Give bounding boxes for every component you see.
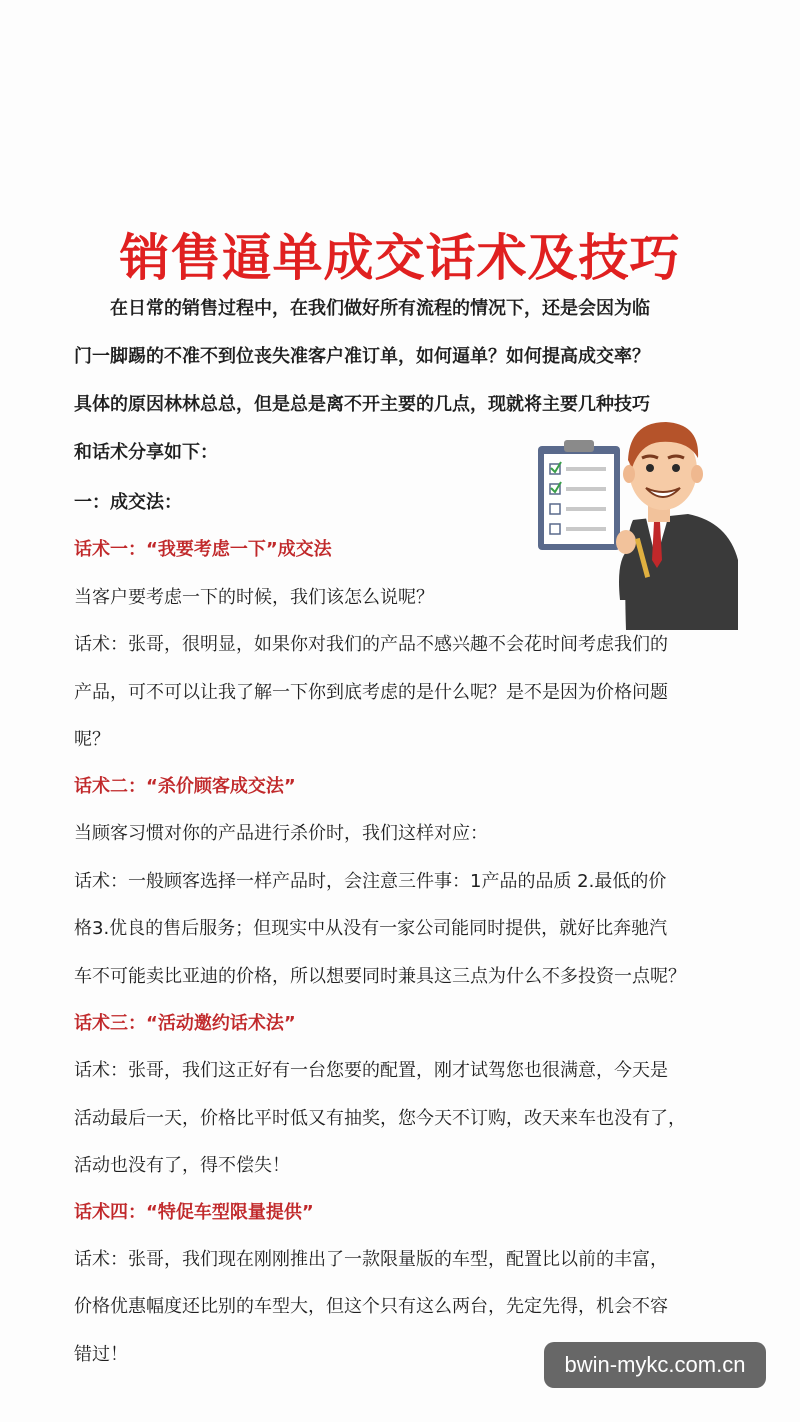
block-line: 当客户要考虑一下的时候，我们该怎么说呢？ <box>74 587 434 608</box>
businessman-clipboard-illustration <box>528 410 738 630</box>
block-line: 价格优惠幅度还比别的车型大，但这个只有这么两台，先定先得，机会不容 <box>74 1296 668 1317</box>
intro-line: 在日常的销售过程中，在我们做好所有流程的情况下，还是会因为临 <box>74 298 650 319</box>
block-heading: 话术二：“杀价顾客成交法” <box>74 776 296 797</box>
block-line: 话术：一般顾客选择一样产品时，会注意三件事：1产品的品质 2.最低的价 <box>74 871 667 892</box>
block-line: 当顾客习惯对你的产品进行杀价时，我们这样对应： <box>74 823 488 844</box>
intro-line: 门一脚踢的不准不到位丧失准客户准订单，如何逼单？如何提高成交率？ <box>74 346 650 367</box>
block-heading: 话术三：“活动邀约话术法” <box>74 1013 296 1034</box>
block-line: 呢？ <box>74 729 110 750</box>
block-line: 格3.优良的售后服务；但现实中从没有一家公司能同时提供，就好比奔驰汽 <box>74 918 668 939</box>
block-line: 活动最后一天，价格比平时低又有抽奖，您今天不订购，改天来车也没有了， <box>74 1108 686 1129</box>
block-line: 产品，可不可以让我了解一下你到底考虑的是什么呢？是不是因为价格问题 <box>74 682 668 703</box>
block-line: 活动也没有了，得不偿失！ <box>74 1155 290 1176</box>
block-line: 话术：张哥，我们现在刚刚推出了一款限量版的车型，配置比以前的丰富， <box>74 1249 668 1270</box>
page-title: 销售逼单成交话术及技巧 <box>119 229 681 287</box>
watermark: bwin-mykc.com.cn <box>544 1342 766 1388</box>
section-title: 一：成交法： <box>74 492 182 513</box>
block-line: 话术：张哥，很明显，如果你对我们的产品不感兴趣不会花时间考虑我们的 <box>74 634 668 655</box>
intro-line: 具体的原因林林总总，但是总是离不开主要的几点，现就将主要几种技巧 <box>74 394 650 415</box>
intro-line: 和话术分享如下： <box>74 442 218 463</box>
block-line: 车不可能卖比亚迪的价格，所以想要同时兼具这三点为什么不多投资一点呢？ <box>74 966 686 987</box>
block-line: 话术：张哥，我们这正好有一台您要的配置，刚才试驾您也很满意，今天是 <box>74 1060 668 1081</box>
block-line: 错过！ <box>74 1344 128 1365</box>
block-heading: 话术四：“特促车型限量提供” <box>74 1202 314 1223</box>
block-heading: 话术一：“我要考虑一下”成交法 <box>74 539 332 560</box>
